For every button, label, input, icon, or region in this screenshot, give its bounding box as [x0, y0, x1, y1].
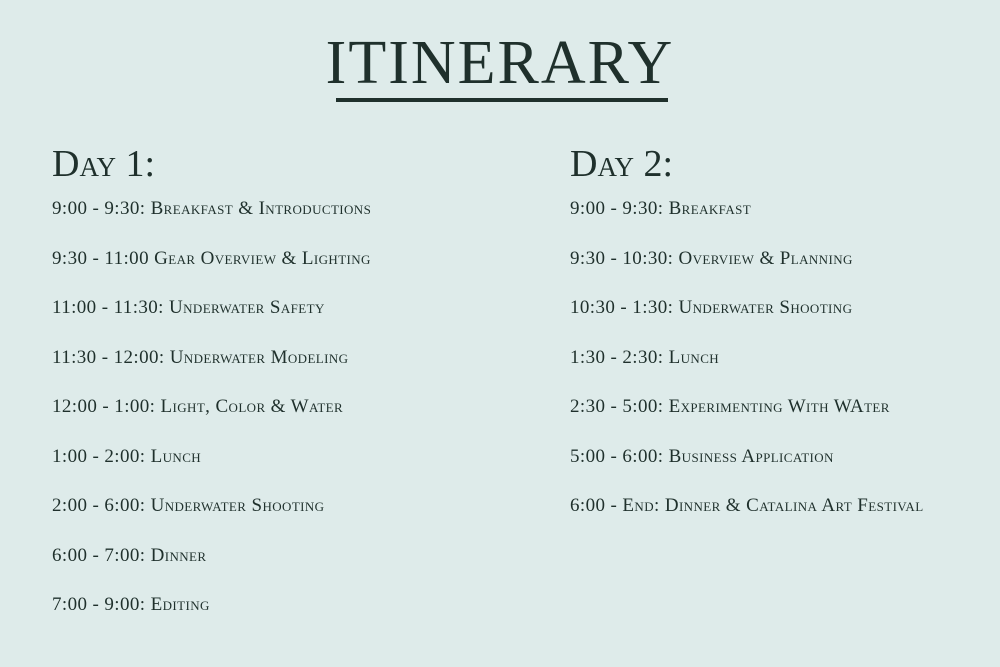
schedule-item: 11:00 - 11:30: Underwater Safety [52, 297, 325, 318]
schedule-item: 9:00 - 9:30: Breakfast [570, 198, 752, 219]
schedule-item: 9:00 - 9:30: Breakfast & Introductions [52, 198, 372, 219]
schedule-item: 6:00 - End: Dinner & Catalina Art Festival [570, 495, 924, 516]
schedule-item: 5:00 - 6:00: Business Application [570, 445, 834, 467]
schedule-item: 9:30 - 11:00 Gear Overview & Lighting [52, 247, 371, 269]
schedule-item: 9:30 - 10:30: Overview & Planning [570, 247, 853, 269]
schedule-item: 11:30 - 12:00: Underwater Modeling [52, 346, 349, 368]
schedule-item: 7:00 - 9:00: Editing [52, 594, 210, 615]
schedule-item: 2:00 - 6:00: Underwater Shooting [52, 495, 325, 516]
schedule-item: 1:00 - 2:00: Lunch [52, 445, 202, 467]
title-underline [336, 98, 668, 102]
day-1-schedule-list [52, 199, 371, 645]
day-2-heading: Day 2: [570, 143, 674, 185]
day-2-column [570, 145, 924, 546]
schedule-item: 1:30 - 2:30: Lunch [570, 346, 720, 368]
page-title: ITINERARY [325, 29, 675, 97]
schedule-item: 6:00 - 7:00: Dinner [52, 544, 207, 566]
schedule-item: 10:30 - 1:30: Underwater Shooting [570, 297, 853, 318]
schedule-item: 2:30 - 5:00: Experimenting With WAter [570, 396, 890, 417]
title-area [0, 29, 1000, 97]
day-2-schedule-list [570, 199, 924, 546]
schedule-item: 12:00 - 1:00: Light, Color & Water [52, 396, 344, 417]
day-1-column [52, 145, 371, 645]
day-1-heading: Day 1: [52, 143, 156, 185]
